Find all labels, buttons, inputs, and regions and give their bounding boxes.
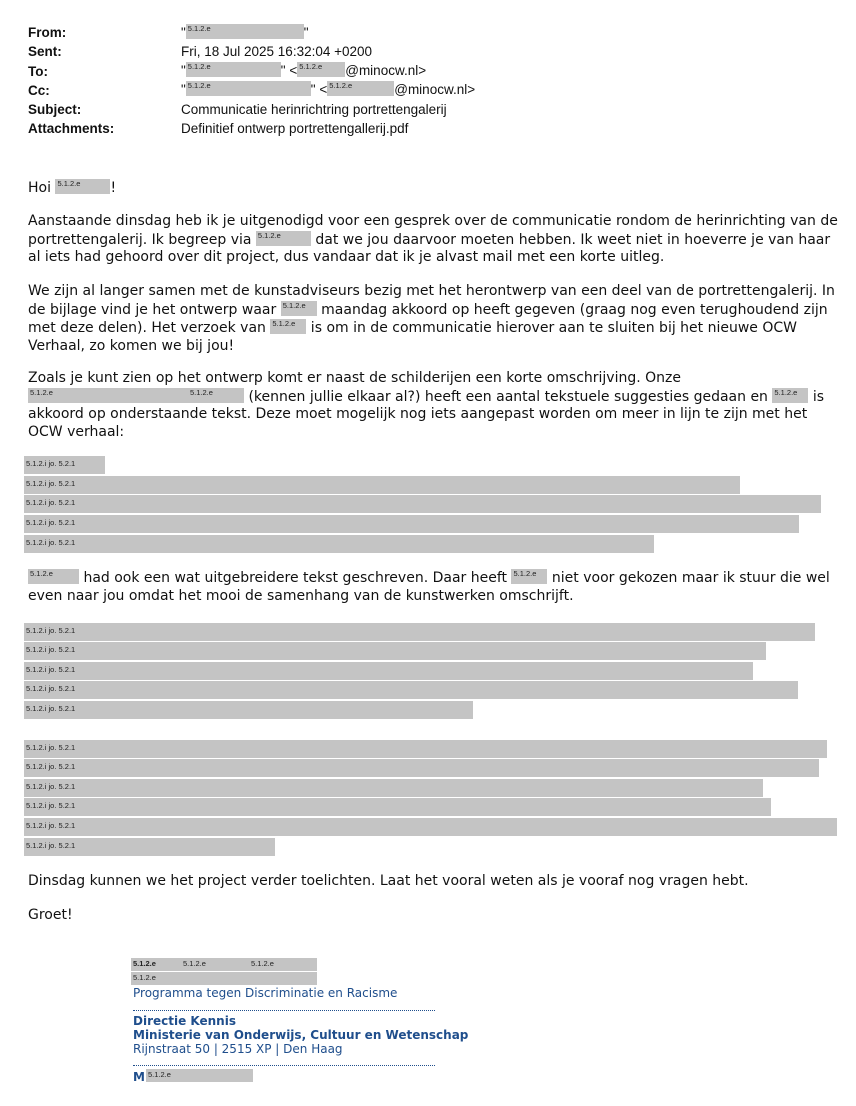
paragraph-5: Dinsdag kunnen we het project verder toelichten. Laat het vooral weten als je vooraf nog vragen hebt. (28, 873, 749, 889)
redaction-block: 5.1.2.e (28, 569, 79, 584)
from-label: From: (28, 25, 67, 40)
redaction-block: 5.1.2.e (297, 62, 345, 77)
signature-program: Programma tegen Discriminatie en Racisme (133, 986, 398, 1000)
paragraph-1: Aanstaande dinsdag heb ik je uitgenodigd voor een gesprek over de communicatie rondom de herinrichting van de portrettengalerij. Ik begreep via 5.1.2.e dat we jou daarvoor moeten hebben. Ik weet niet in hoeverre je van haar al iets had gehoord over dit project, dus vandaar dat ik je alvast mail met een korte uitleg. (28, 213, 838, 266)
redaction-block: 5.1.2.e (511, 569, 547, 584)
redacted-line: 5.1.2.i jo. 5.2.1 (24, 681, 798, 699)
redaction-block: 5.1.2.e (281, 301, 317, 316)
to-label: To: (28, 64, 48, 79)
redacted-line: 5.1.2.i jo. 5.2.1 (24, 740, 827, 758)
signature-mobile-redaction: 5.1.2.e (146, 1069, 253, 1082)
to-value: " 5.1.2.e " < 5.1.2.e @minocw.nl> (181, 62, 427, 78)
redacted-line: 5.1.2.i jo. 5.2.1 (24, 818, 837, 836)
signature-directie: Directie Kennis (133, 1014, 236, 1028)
redacted-line: 5.1.2.i jo. 5.2.1 (24, 759, 819, 777)
email-domain[interactable]: @minocw.nl> (345, 63, 427, 78)
signature-mobile-label: M (133, 1070, 145, 1084)
redacted-line: 5.1.2.i jo. 5.2.1 (24, 798, 771, 816)
redacted-line: 5.1.2.i jo. 5.2.1 (24, 662, 753, 680)
redacted-line: 5.1.2.i jo. 5.2.1 (24, 642, 766, 660)
paragraph-2: We zijn al langer samen met de kunstadviseurs bezig met het herontwerp van een deel van de portrettengalerij. In de bijlage vind je het ontwerp waar 5.1.2.e maandag akkoord op heeft gegeven (graag nog even terughoudend zijn met deze delen). Het verzoek van 5.1.2.e is om in de communicatie hierover aan te sluiten bij het nieuwe OCW Verhaal, zo komen we bij jou! (28, 283, 835, 354)
signature-ministry: Ministerie van Onderwijs, Cultuur en Wetenschap (133, 1028, 469, 1042)
divider (133, 1065, 435, 1066)
redacted-line: 5.1.2.i jo. 5.2.1 (24, 535, 654, 553)
signature-title-redaction: 5.1.2.e (131, 972, 317, 985)
redaction-block: 5.1.2.e (270, 319, 306, 334)
paragraph-4: 5.1.2.e had ook een wat uitgebreidere tekst geschreven. Daar heeft 5.1.2.e niet voor gekozen maar ik stuur die wel even naar jou omdat het mooi de samenhang van de kunstwerken omschrijft. (28, 569, 830, 604)
redaction-block: 5.1.2.e (256, 231, 311, 246)
sent-label: Sent: (28, 44, 62, 59)
redaction-block: 5.1.2.e (186, 62, 281, 77)
signature-address: Rijnstraat 50 | 2515 XP | Den Haag (133, 1042, 343, 1056)
attachments-label: Attachments: (28, 121, 115, 136)
redaction-block: 5.1.2.e 5.1.2.e (28, 388, 244, 403)
redacted-line: 5.1.2.i jo. 5.2.1 (24, 779, 763, 797)
redaction-block: 5.1.2.e (186, 81, 311, 96)
redacted-line: 5.1.2.i jo. 5.2.1 (24, 701, 473, 719)
cc-label: Cc: (28, 83, 50, 98)
redacted-line: 5.1.2.i jo. 5.2.1 (24, 515, 799, 533)
from-value: " 5.1.2.e " (181, 24, 309, 40)
sent-value: Fri, 18 Jul 2025 16:32:04 +0200 (181, 44, 373, 59)
signature-name-redaction: 5.1.2.e 5.1.2.e 5.1.2.e (131, 958, 317, 971)
redacted-line: 5.1.2.i jo. 5.2.1 (24, 623, 815, 641)
cc-value: " 5.1.2.e " < 5.1.2.e @minocw.nl> (181, 81, 476, 97)
divider (133, 1010, 435, 1011)
redacted-line: 5.1.2.i jo. 5.2.1 (24, 838, 275, 856)
attachment-link[interactable]: Definitief ontwerp portrettengallerij.pdf (181, 121, 409, 136)
subject-value: Communicatie herinrichtring portrettengalerij (181, 102, 447, 117)
subject-label: Subject: (28, 102, 82, 117)
redacted-line: 5.1.2.i jo. 5.2.1 (24, 456, 105, 474)
paragraph-3: Zoals je kunt zien op het ontwerp komt er naast de schilderijen een korte omschrijving. Onze 5.1.2.e 5.1.2.e (kennen jullie elkaar al?) heeft een aantal tekstuele suggesties gedaan en 5.1.2.e is akkoord op onderstaande tekst. Deze moet mogelijk nog iets aangepast worden om meer in lijn te zijn met het OCW verhaal: (28, 370, 825, 440)
redaction-block: 5.1.2.e (772, 388, 808, 403)
email-domain[interactable]: @minocw.nl> (394, 82, 476, 97)
redacted-line: 5.1.2.i jo. 5.2.1 (24, 476, 740, 494)
greeting: Hoi 5.1.2.e ! (28, 179, 117, 196)
redaction-block: 5.1.2.e (186, 24, 304, 39)
redaction-block: 5.1.2.e (327, 81, 394, 96)
redacted-line: 5.1.2.i jo. 5.2.1 (24, 495, 821, 513)
closing: Groet! (28, 907, 73, 923)
redaction-block: 5.1.2.e (55, 179, 110, 194)
